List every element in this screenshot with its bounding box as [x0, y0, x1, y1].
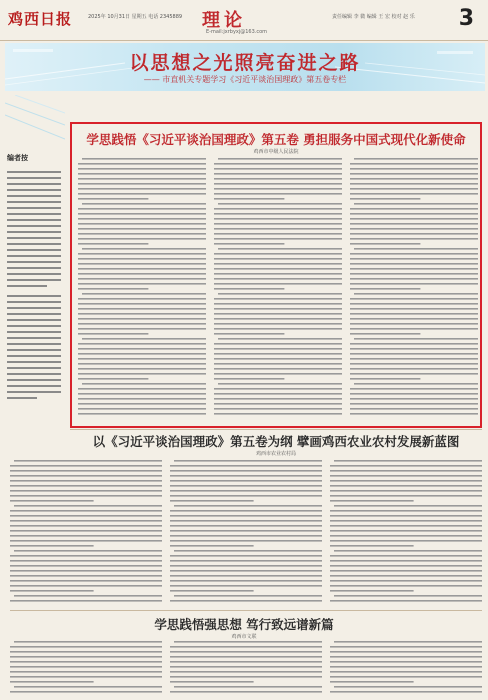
page-number: 3 [458, 6, 474, 31]
article-title: 学思践悟强思想 笃行致远谱新篇 [154, 617, 334, 632]
column-banner [5, 43, 485, 91]
banner-title: 以思想之光照亮奋进之路 [129, 52, 361, 74]
section-title: 理论 [202, 10, 246, 31]
article-byline: 鸡西市农业农村局 [255, 451, 296, 457]
divider [10, 610, 482, 611]
banner-subtitle: —— 市直机关专题学习《习近平谈治国理政》第五卷专栏 [143, 75, 347, 84]
editor-note-heading: 编者按 [7, 153, 28, 162]
section-email: E-mail:jxrbyxj@163.com [206, 29, 268, 35]
article-body-text [10, 460, 482, 608]
featured-article [70, 122, 482, 428]
editor-note-text [7, 171, 63, 411]
date-line: 2025年 10月31日 星期五 电话 2345889 [88, 14, 183, 20]
sidebar-decoration [5, 95, 65, 155]
article-title: 学思践悟《习近平谈治国理政》第五卷 勇担服务中国式现代化新使命 [86, 132, 466, 147]
article-title: 以《习近平谈治国理政》第五卷为纲 擘画鸡西农业农村发展新蓝图 [92, 434, 460, 449]
article-body-text [10, 641, 482, 697]
article-byline: 鸡西市中级人民法院 [253, 149, 299, 155]
masthead [0, 0, 488, 41]
article-byline: 鸡西市文联 [231, 634, 257, 640]
divider [70, 429, 482, 430]
editor-note-sidebar [5, 95, 65, 413]
article-body-text [78, 158, 478, 422]
editors-line: 责任编辑 李 微 编辑 王 宏 校对 赵 乐 [332, 14, 415, 20]
newspaper-logo: 鸡西日报 [8, 10, 73, 28]
